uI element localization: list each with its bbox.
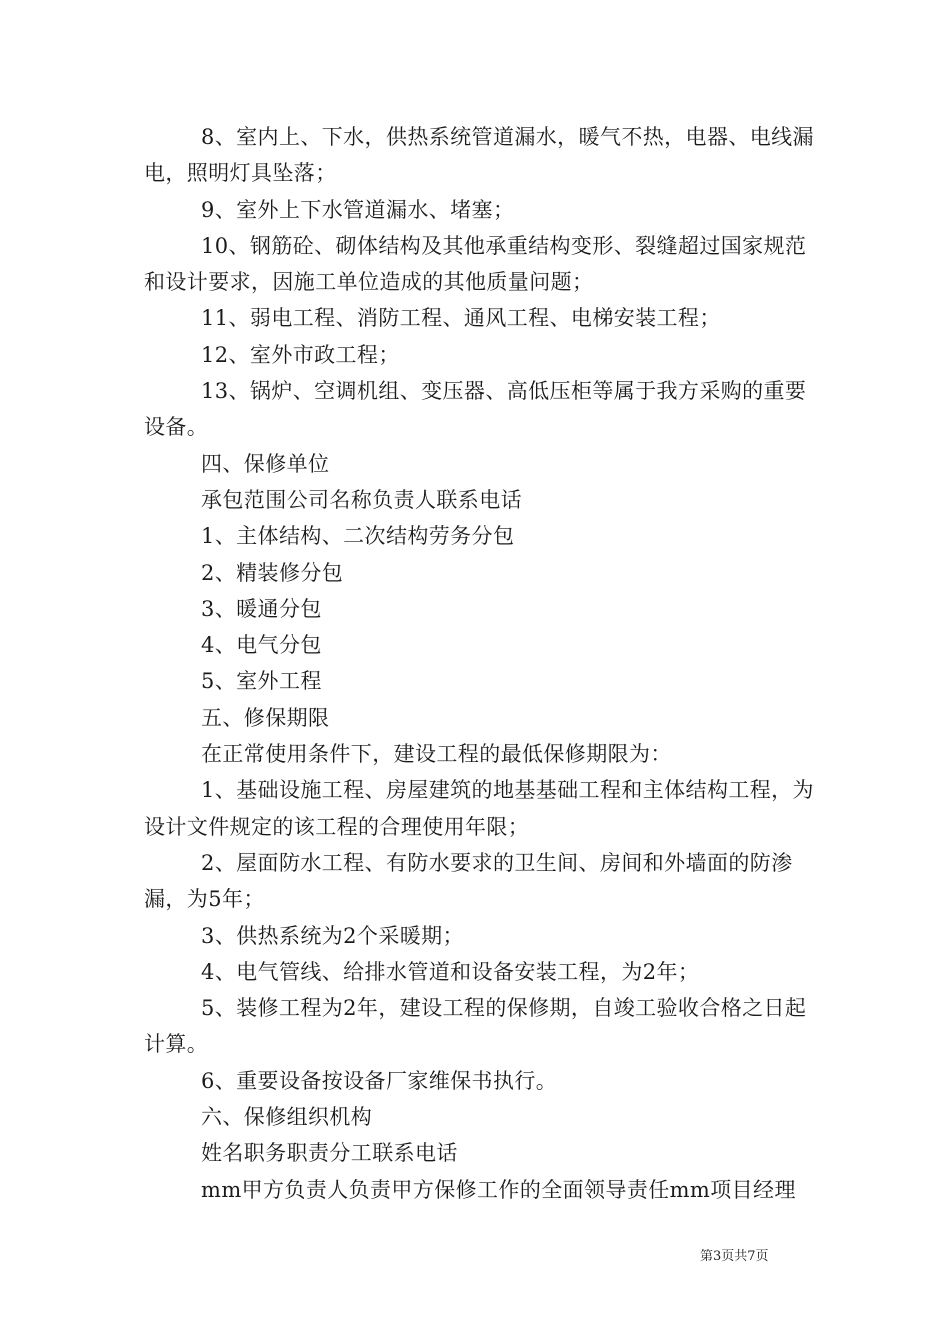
section-heading-warranty-period: 五、修保期限	[201, 705, 330, 730]
period-item-4: 4、电气管线、给排水管道和设备安装工程，为2年；	[201, 959, 700, 984]
paragraph-item-9: 9、室外上下水管道漏水、堵塞；	[201, 197, 515, 222]
section-heading-warranty-units: 四、保修单位	[201, 451, 330, 476]
period-item-2: 2、屋面防水工程、有防水要求的卫生间、房间和外墙面的防渗漏，为5年；	[144, 850, 793, 912]
period-item-5: 5、装修工程为2年，建设工程的保修期，自竣工验收合格之日起计算。	[144, 996, 807, 1057]
unit-item-4: 4、电气分包	[201, 633, 322, 658]
paragraph-item-12: 12、室外市政工程；	[201, 342, 400, 367]
table-header-staff: 姓名职务职责分工联系电话	[201, 1141, 458, 1166]
unit-item-2: 2、精装修分包	[201, 560, 344, 585]
unit-item-3: 3、暖通分包	[201, 596, 322, 621]
period-item-1: 1、基础设施工程、房屋建筑的地基基础工程和主体结构工程，为设计文件规定的该工程的合理使用年限；	[144, 778, 814, 839]
section-heading-warranty-organization: 六、保修组织机构	[201, 1105, 373, 1130]
period-item-6: 6、重要设备按设备厂家维保书执行。	[201, 1068, 558, 1093]
staff-row-1: mm甲方负责人负责甲方保修工作的全面领导责任mm项目经理	[201, 1177, 796, 1202]
table-header-contract-scope: 承包范围公司名称负责人联系电话	[201, 487, 522, 512]
document-body	[144, 119, 814, 1208]
period-item-3: 3、供热系统为2个采暖期；	[201, 923, 464, 948]
period-intro: 在正常使用条件下，建设工程的最低保修期限为：	[201, 742, 672, 767]
page-number: 第3页共7页	[700, 1249, 769, 1264]
paragraph-item-11: 11、弱电工程、消防工程、通风工程、电梯安装工程；	[201, 306, 721, 331]
paragraph-item-13: 13、锅炉、空调机组、变压器、高低压柜等属于我方采购的重要设备。	[144, 379, 807, 440]
paragraph-item-10: 10、钢筋砼、砌体结构及其他承重结构变形、裂缝超过国家规范和设计要求，因施工单位造成的其他质量问题；	[144, 233, 807, 295]
paragraph-item-8: 8、室内上、下水，供热系统管道漏水，暖气不热，电器、电线漏电，照明灯具坠落；	[144, 125, 814, 186]
unit-item-1: 1、主体结构、二次结构劳务分包	[201, 524, 515, 549]
unit-item-5: 5、室外工程	[201, 669, 322, 694]
